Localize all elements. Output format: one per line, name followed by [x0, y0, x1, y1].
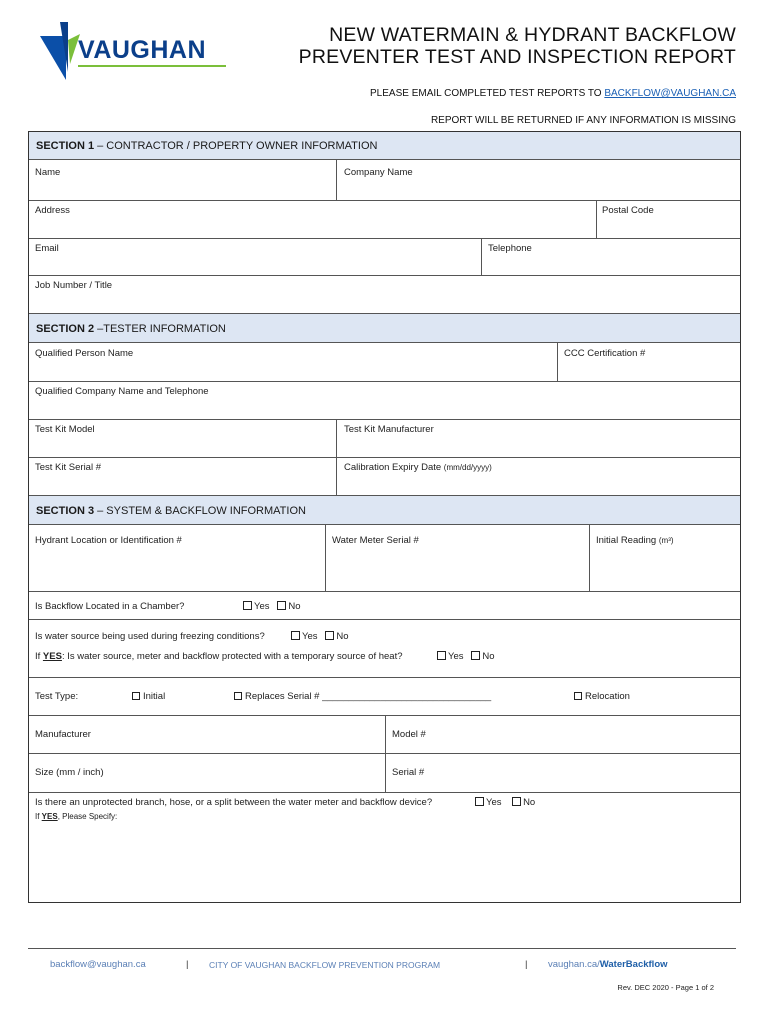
chamber-no-checkbox[interactable]: [277, 601, 286, 610]
report-title-line2: PREVENTER TEST AND INSPECTION REPORT: [298, 46, 736, 68]
freezing-options: [291, 631, 349, 642]
heat-yes-label: Yes: [448, 651, 464, 662]
please-specify-field[interactable]: [29, 824, 740, 900]
backflow-email-link[interactable]: BACKFLOW@VAUGHAN.CA: [604, 88, 736, 99]
chamber-yes-checkbox[interactable]: [243, 601, 252, 610]
logo-underline: [78, 65, 226, 67]
section-3-title: – SYSTEM & BACKFLOW INFORMATION: [94, 505, 306, 517]
test-kit-model-field-label: Test Kit Model: [35, 424, 95, 435]
branch-yes-label: Yes: [486, 797, 502, 808]
initial-reading-text: Initial Reading: [596, 535, 657, 546]
test-kit-manufacturer-field[interactable]: [337, 419, 740, 457]
manufacturer-field[interactable]: [29, 715, 385, 753]
hydrant-location-field[interactable]: [29, 525, 325, 591]
heat-if-yes: YES: [42, 651, 62, 662]
heat-question: [35, 651, 403, 662]
serial-field[interactable]: [386, 753, 740, 792]
email-field[interactable]: [29, 238, 481, 275]
test-type-relocation-option[interactable]: [574, 691, 630, 702]
company-name-field[interactable]: [337, 160, 740, 200]
revision-page-number: Rev. DEC 2020 - Page 1 of 2: [617, 983, 714, 992]
branch-no-option[interactable]: [512, 797, 535, 808]
test-kit-serial-field-label: Test Kit Serial #: [35, 462, 101, 473]
section-1-header: [29, 132, 740, 160]
email-field-label: Email: [35, 243, 59, 254]
calibration-expiry-text: Calibration Expiry Date: [344, 462, 442, 473]
test-kit-manufacturer-field-label: Test Kit Manufacturer: [344, 424, 434, 435]
replaces-checkbox[interactable]: [234, 692, 242, 700]
heat-options: [437, 651, 495, 662]
initial-checkbox[interactable]: [132, 692, 140, 700]
initial-label: Initial: [143, 691, 166, 702]
vaughan-logo-mark-icon: [38, 22, 82, 80]
chamber-no-label: No: [288, 601, 301, 612]
qualified-company-field-label: Qualified Company Name and Telephone: [35, 386, 209, 397]
section-1-title: – CONTRACTOR / PROPERTY OWNER INFORMATION: [94, 140, 378, 152]
qualified-person-field[interactable]: [29, 343, 557, 381]
heat-no-option[interactable]: [471, 651, 494, 662]
logo-text: VAUGHAN: [78, 36, 207, 64]
calibration-expiry-field[interactable]: [337, 457, 740, 495]
freezing-yes-checkbox[interactable]: [291, 631, 300, 640]
vaughan-logo: [38, 22, 238, 80]
freezing-no-checkbox[interactable]: [325, 631, 334, 640]
section-3-number: SECTION 3: [36, 505, 95, 517]
footer-website-bold: WaterBackflow: [599, 959, 668, 970]
telephone-field[interactable]: [482, 238, 740, 275]
test-type-replaces-option[interactable]: [234, 691, 491, 702]
report-form: [28, 131, 741, 903]
section-1-number: SECTION 1: [36, 140, 95, 152]
chamber-yes-label: Yes: [254, 601, 270, 612]
chamber-yes-option[interactable]: [243, 601, 270, 612]
email-instruction: [370, 88, 736, 99]
ccc-certification-field[interactable]: [558, 343, 740, 381]
test-type-label: Test Type:: [35, 691, 79, 702]
size-field[interactable]: [29, 753, 385, 792]
heat-if-prefix: If: [35, 651, 43, 662]
freezing-no-label: No: [336, 631, 349, 642]
footer-separator-1: |: [186, 959, 189, 970]
heat-no-label: No: [482, 651, 495, 662]
branch-yes-option[interactable]: [475, 797, 502, 808]
address-field[interactable]: [29, 200, 596, 238]
branch-options: [475, 797, 535, 808]
company-name-field-label: Company Name: [344, 167, 413, 178]
water-meter-serial-field-label: Water Meter Serial #: [332, 535, 419, 546]
size-field-label: Size (mm / inch): [35, 767, 104, 778]
relocation-label: Relocation: [585, 691, 630, 702]
branch-no-label: No: [523, 797, 536, 808]
freezing-question: Is water source being used during freezing conditions?: [35, 631, 265, 642]
branch-yes-checkbox[interactable]: [475, 797, 484, 806]
calibration-date-format: (mm/dd/yyyy): [443, 463, 492, 472]
footer-program: CITY OF VAUGHAN BACKFLOW PREVENTION PROGRAM: [209, 960, 441, 970]
specify-if-prefix: If: [35, 812, 42, 821]
section-3-header: [29, 495, 740, 525]
model-field-label: Model #: [392, 729, 426, 740]
heat-yes-option[interactable]: [437, 651, 464, 662]
section-2-number: SECTION 2: [36, 323, 95, 335]
initial-reading-unit: (m³): [658, 536, 674, 545]
ccc-certification-field-label: CCC Certification #: [564, 348, 646, 359]
heat-question-text: : Is water source, meter and backflow protected with a temporary source of heat?: [61, 651, 403, 662]
heat-no-checkbox[interactable]: [471, 651, 480, 660]
chamber-no-option[interactable]: [277, 601, 300, 612]
initial-reading-field[interactable]: [590, 525, 740, 591]
model-field[interactable]: [386, 715, 740, 753]
heat-yes-checkbox[interactable]: [437, 651, 446, 660]
chamber-question: Is Backflow Located in a Chamber?: [35, 601, 185, 612]
section-2-title: –TESTER INFORMATION: [94, 323, 226, 335]
test-type-initial-option[interactable]: [132, 691, 165, 702]
missing-info-note: REPORT WILL BE RETURNED IF ANY INFORMATION IS MISSING: [430, 115, 736, 126]
branch-question: Is there an unprotected branch, hose, or a split between the water meter and backflow device?: [35, 797, 433, 808]
footer-website-prefix: vaughan.ca/: [548, 959, 600, 970]
postal-code-field-label: Postal Code: [602, 205, 654, 216]
serial-field-label: Serial #: [392, 767, 425, 778]
footer-divider: [28, 948, 736, 949]
footer-separator-2: |: [525, 959, 528, 970]
job-number-field-label: Job Number / Title: [35, 280, 113, 291]
footer-website[interactable]: [548, 959, 668, 970]
test-kit-model-field[interactable]: [29, 419, 336, 457]
report-title-line1: NEW WATERMAIN & HYDRANT BACKFLOW: [329, 24, 736, 46]
postal-code-field[interactable]: [597, 200, 740, 238]
qualified-person-field-label: Qualified Person Name: [35, 348, 134, 359]
telephone-field-label: Telephone: [488, 243, 532, 254]
relocation-checkbox[interactable]: [574, 692, 582, 700]
water-meter-serial-field[interactable]: [326, 525, 589, 591]
freezing-no-option[interactable]: [325, 631, 348, 642]
replaces-serial-label: Replaces Serial # ________________________________: [245, 691, 492, 702]
section-2-header: [29, 313, 740, 343]
qualified-company-field[interactable]: [29, 381, 740, 419]
hydrant-location-field-label: Hydrant Location or Identification #: [35, 535, 182, 546]
job-number-field[interactable]: [29, 275, 740, 313]
please-specify-label: [35, 812, 117, 821]
name-field[interactable]: [29, 160, 336, 200]
test-kit-serial-field[interactable]: [29, 457, 336, 495]
freezing-yes-option[interactable]: [291, 631, 318, 642]
freezing-yes-label: Yes: [302, 631, 318, 642]
specify-if-yes: YES: [41, 812, 58, 821]
email-instruction-text: PLEASE EMAIL COMPLETED TEST REPORTS TO: [370, 88, 605, 99]
specify-text: , Please Specify:: [57, 812, 118, 821]
branch-no-checkbox[interactable]: [512, 797, 521, 806]
manufacturer-field-label: Manufacturer: [35, 729, 91, 740]
footer-email[interactable]: backflow@vaughan.ca: [50, 959, 146, 970]
address-field-label: Address: [35, 205, 70, 216]
chamber-options: [243, 601, 301, 612]
name-field-label: Name: [35, 167, 61, 178]
